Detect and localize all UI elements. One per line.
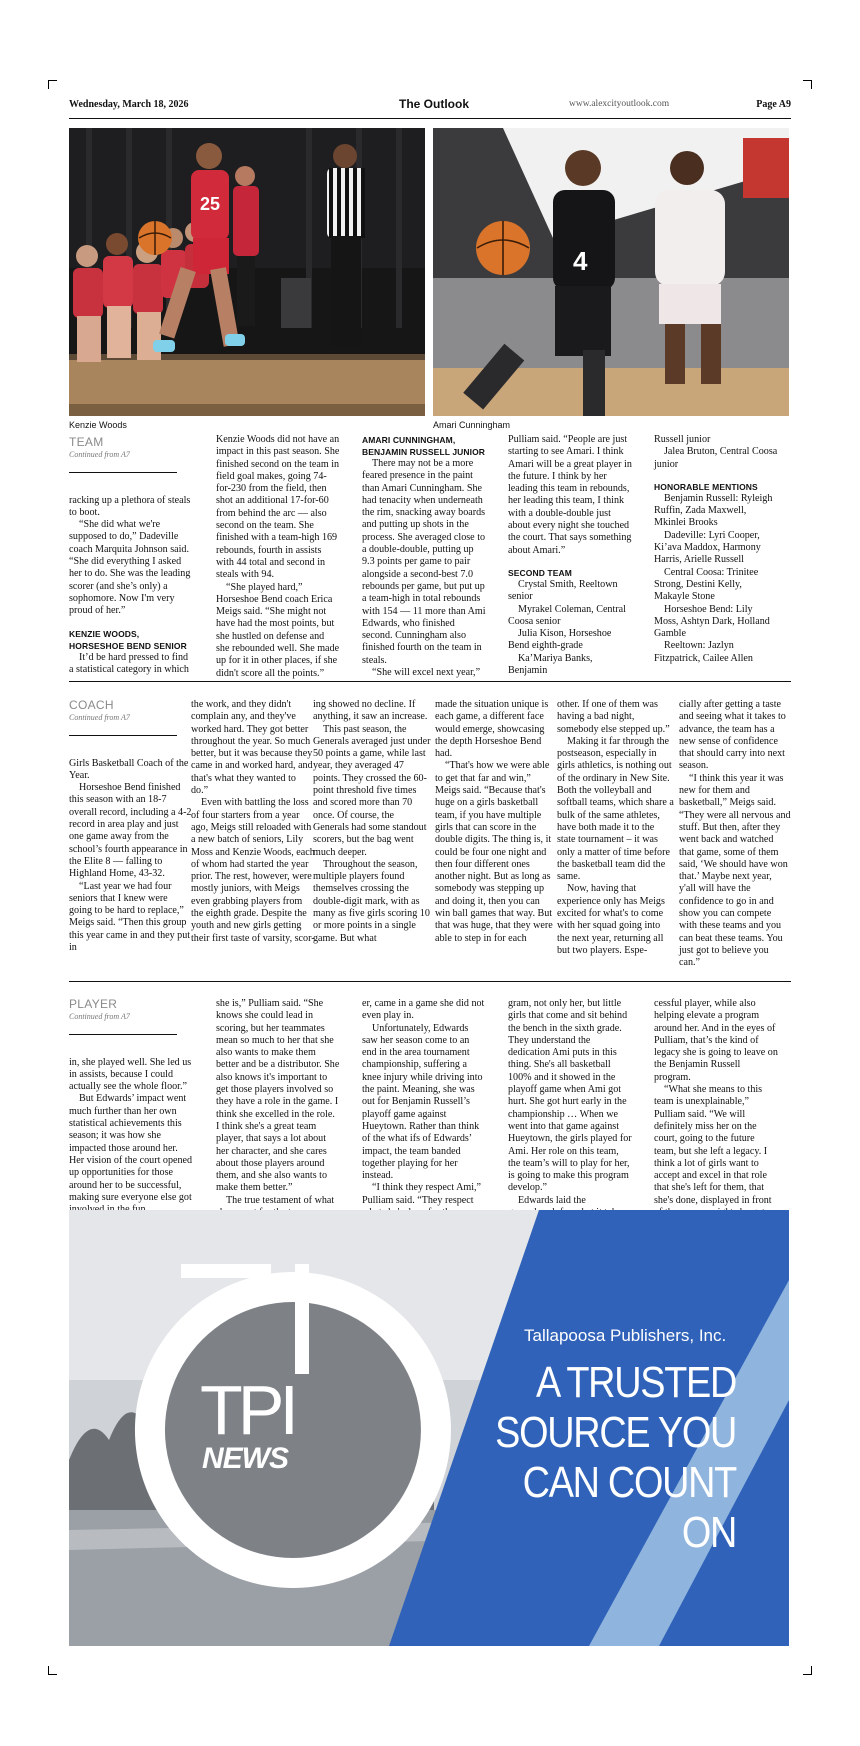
section-rule <box>69 1034 177 1035</box>
paragraph: other. If one of them was having a bad night, somebody else stepped up.” <box>557 699 670 735</box>
paragraph: cessful player, while also helping elevate a program around her. And in the eyes of Pulliam, that’s the kind of legacy she is going to leave on the Benjamin Russell program. <box>654 998 778 1083</box>
paragraph: in, she played well. She led us in assists, because I could actually see the whole floor.” <box>69 1056 192 1093</box>
paragraph: gram, not only her, but little girls that come and sit behind the bench in the sixth grade. They understand the dedication Ami puts in this thing. She's all basketball 100% and it showed in the playoff game when Ami got hurt. She got hurt early in the championship … When we went into that game against Hueytown, the girls played for Ami. Her role on this team, the team’s will to play for her, is going to make this program develop.” <box>508 998 632 1194</box>
ad-slogan-line: SOURCE YOU <box>495 1408 736 1457</box>
paragraph: “She will excel next year,” <box>372 667 481 679</box>
list-item: Julia Kison, Horseshoe Bend eighth-grade <box>508 628 612 652</box>
paragraph: Pulliam said. “People are just starting to see Amari. I think Amari will be a great player in the future. I think by her leading this team in rebounds, her leading this team, I think with a double-double just about every night she touched the court. That says something about Amari.” <box>508 434 632 556</box>
player-column-2 <box>216 998 340 1232</box>
section-rule <box>69 472 177 473</box>
section-title-player: PLAYER <box>69 997 118 1011</box>
list-item: Jalea Bruton, Central Coosa junior <box>654 446 778 470</box>
photo-kenzie-woods <box>69 128 425 416</box>
photo-caption-left: Kenzie Woods <box>69 420 127 430</box>
jersey-number-left: 25 <box>200 194 221 214</box>
paragraph: “I think they respect Ami,” Pulliam said. “They respect <box>362 1182 482 1206</box>
paragraph: “Last year we had four seniors that I knew were going to be hard to replace,” Meigs said. “Then this group this year came in and they put in <box>69 880 191 954</box>
logo-tpi: TPI <box>200 1371 294 1449</box>
paragraph: Girls Basketball Coach of the Year. <box>69 757 189 781</box>
crop-mark <box>48 1666 57 1675</box>
list-item: Reeltown: Jazlyn Fitzpatrick, Cailee Allen <box>654 640 753 664</box>
paragraph: racking up a plethora of steals to boot. <box>69 494 191 518</box>
paragraph: ing showed no decline. If anything, it saw an increase. <box>313 699 428 723</box>
paragraph: Edwards laid the <box>518 1194 586 1206</box>
player-column-3 <box>362 998 486 1219</box>
paragraph: Even with battling the loss of four starters from a year ago, Meigs still reloaded with a new batch of seniors, Lily Moss and Kenzie Woods, each of whom had started the year prior. The rest, however, were mostly juniors, with Meigs even grabbing players from the eighth grade. Despite the youth and new girls getting their first taste of varsity, scor- <box>191 797 315 944</box>
tpi-news-advertisement[interactable] <box>69 1210 789 1646</box>
paragraph: Unfortunately, Edwards saw her season come to an end in the area tournament championship, suffering a knee injury while driving into the paint. Meaning, she was out for Benjamin Russell’s playoff game against Hueytown. Rather than think of the what ifs of Edwards’ impact, the team banded together playing for her instead. <box>362 1022 483 1182</box>
team-column-1 <box>69 436 193 676</box>
continued-note: Continued from A7 <box>69 450 130 460</box>
coach-column-4 <box>435 699 553 945</box>
section-rule <box>69 735 177 736</box>
paragraph: But Edwards’ impact went much further than her own statistical achievements this season; it was how she impacted those around her. Her vision of the court opened up opportunities for those around her to be successful, making sure everyone else got <box>69 1093 193 1203</box>
paragraph: made the situation unique is each game, a different face would emerge, showcasing the depth Horseshoe Bend had. <box>435 699 549 760</box>
list-item: Ka’Mariya Banks, Benjamin <box>508 652 593 677</box>
subhead: KENZIE WOODS, <box>69 628 140 639</box>
ad-slogan-line: A TRUSTED <box>535 1358 736 1407</box>
subhead: SECOND TEAM <box>508 567 572 578</box>
player-column-1 <box>69 998 193 1229</box>
ad-slogan <box>493 1358 736 1558</box>
paragraph: Horseshoe Bend finished this season with an 18-7 overall record, including a 4-2 record in area play and just one game away from the school’s fourth appearance in the Elite 8 — falling to Highland Home, 43-32. <box>69 782 192 880</box>
coach-column-2 <box>191 699 315 945</box>
ad-company-name: Tallapoosa Publishers, Inc. <box>524 1326 727 1345</box>
paragraph: she is,” Pulliam said. “She knows she could lead in scoring, but her teammates mean so much to her that she also wants to make them better and be a distributor. She also knows it's important to get those players involved so they have a role in the game. I think she excelled in the role. I think she's a great team player, that says a lot about her character, and she cares about those players around them, and she also wants to make them better.” <box>216 998 340 1194</box>
paragraph: Making it far through the postseason, especially in girls athletics, is nothing out of the ordinary in New Site. Both the volleyball and softball teams, which share a bulk of the same athletes, have both made it to the state tournament – it was only a matter of time before the basketball team did the same. <box>557 735 674 883</box>
photo-amari-cunningham <box>433 128 789 416</box>
team-column-5 <box>654 434 778 665</box>
coach-column-5 <box>557 699 675 957</box>
website-link[interactable]: www.alexcityoutlook.com <box>569 99 670 109</box>
paragraph: “That's how we were able to get that far and win,” Meigs said. “Because that's huge on a girls basketball team, if you have multiple girls that can score in the double digits. The thing is, it could be four one night and then four different ones another night. But as long as somebody was stepping up and doing it, then you can win ball games that way. But that was huge, that they were able to step in for each <box>435 760 553 944</box>
issue-date: Wednesday, March 18, 2026 <box>69 99 189 110</box>
crop-mark <box>48 80 57 89</box>
player-column-4 <box>508 998 632 1232</box>
photo-caption-right: Amari Cunningham <box>433 420 511 430</box>
paragraph: cially after getting a taste and seeing what it takes to advance, the team has a new sense of confidence that should carry into next season. <box>679 699 786 772</box>
list-item: Russell junior <box>654 434 711 445</box>
list-item: Horseshoe Bend: Lily Moss, Ashtyn Dark, Holland Gamble <box>654 603 770 640</box>
page-header <box>69 97 791 117</box>
section-title-coach: COACH <box>69 698 114 712</box>
list-item: Dadeville: Lyri Cooper, Ki’ava Maddox, Harmony Harris, Arielle Russell <box>654 529 761 566</box>
subhead: HONORABLE MENTIONS <box>654 481 758 492</box>
list-item: Central Coosa: Trinitee Strong, Destini Kelly, Makayle Stone <box>654 566 759 603</box>
paragraph: “I think this year it was new for them and basketball,” Meigs said. “They were all nervous and stuff. But then, after they went back and watched that game, some of them said, ‘We should have won that.’ Maybe next year, y'all will have the confidence to go in and show you can compete with these teams and you can beat these teams. You just got to believe you can.” <box>679 772 791 969</box>
paragraph: It’d be hard pressed to find a statistical category in which <box>69 651 189 675</box>
logo-news: NEWS <box>202 1442 288 1475</box>
page-number: Page A9 <box>756 99 791 110</box>
header-rule <box>69 118 791 119</box>
crop-mark <box>803 80 812 89</box>
paragraph: er, came in a game she did not even play in. <box>362 998 485 1022</box>
continued-note: Continued from A7 <box>69 1012 130 1022</box>
section-title-team: TEAM <box>69 435 104 449</box>
paragraph: Throughout the season, multiple players found themselves crossing the double-digit mark, with as many as five girls scoring 10 or more points in a single game. But what <box>313 858 430 944</box>
paragraph: Kenzie Woods did not have an impact in this past season. She finished second on the team in field goal makes, going 74-for-230 from the field, then shot an additional 17-for-60 from behind the arc — also second on the team. She finished with a team-high 169 rebounds, fourth in assists with 44 total and second in steals with 94. <box>216 434 340 581</box>
paragraph: the work, and they didn't complain any, and they've worked hard. They got better throughout the year. So much better, but it was because they came in and worked hard, and that's what they wanted to do.” <box>191 699 313 797</box>
coach-column-1 <box>69 699 193 954</box>
subhead: AMARI CUNNINGHAM, <box>362 435 456 445</box>
team-column-3 <box>362 434 486 679</box>
paragraph: The true testament of what <box>226 1194 335 1206</box>
list-item: Myrakel Coleman, Central Coosa senior <box>508 603 626 627</box>
player-column-5 <box>654 998 778 1232</box>
subhead: HORSESHOE BEND SENIOR <box>69 640 187 651</box>
publication-name: The Outlook <box>399 97 469 111</box>
coach-column-6 <box>679 699 791 970</box>
crop-mark <box>803 1666 812 1675</box>
team-column-2 <box>216 434 340 680</box>
section-divider <box>69 981 791 982</box>
ad-slogan-line: CAN COUNT ON <box>522 1458 736 1557</box>
paragraph: This past season, the Generals averaged just under 50 points a game, while last year, they averaged 47 points. They crossed the 60-point threshold five times and scored more than 70 once. Of course, the Generals had some standout scorers, but the bag went much deeper. <box>313 723 431 858</box>
team-column-4 <box>508 434 632 677</box>
jersey-number-right: 4 <box>573 246 588 276</box>
continued-note: Continued from A7 <box>69 713 130 723</box>
paragraph: “She did what we're supposed to do,” Dadeville coach Marquita Johnson said. “She did everything I asked her to do. She was the leading scorer (and she’s only) a sophomore. Now I'm very proud of her.” <box>69 519 191 617</box>
paragraph: “She played hard,” Horseshoe Bend coach Erica Meigs said. “She might not have had the most points, but she hustled on defense and she rebounded well. She made up for it in other places, if she didn't score all the points.” <box>216 581 340 679</box>
paragraph: There may not be a more feared presence in the paint than Amari Cunningham. She had tenacity when underneath the rim, snacking away boards and putting up shots in the process. She averaged close to a double-double, putting up 9.3 points per game to pair alongside a second-best 7.0 rebounds per game, but put up a team-high in total rebounds with 154 — 11 more than Ami Edwards, who finished second. Cunningham also finished fourth on the team in steals. <box>362 458 486 666</box>
paragraph: Now, having that experience only has Meigs excited for what's to come with her squad going into the next year, returning all but two players. Espe- <box>557 883 665 956</box>
section-divider <box>69 681 791 682</box>
paragraph: “What she means to this team is unexplainable,” Pulliam said. “We will definitely miss her on the court, going to the future team, but she left a legacy. I think a lot of girls want to accept and excel in that role that she's left for them, that she's done, displayed in front <box>654 1084 772 1206</box>
coach-column-3 <box>313 699 431 945</box>
subhead: BENJAMIN RUSSELL JUNIOR <box>362 447 486 457</box>
list-item: Benjamin Russell: Ryleigh Ruffin, Zada Maxwell, Mkinlei Brooks <box>654 492 773 529</box>
list-item: Crystal Smith, Reeltown senior <box>508 578 618 603</box>
